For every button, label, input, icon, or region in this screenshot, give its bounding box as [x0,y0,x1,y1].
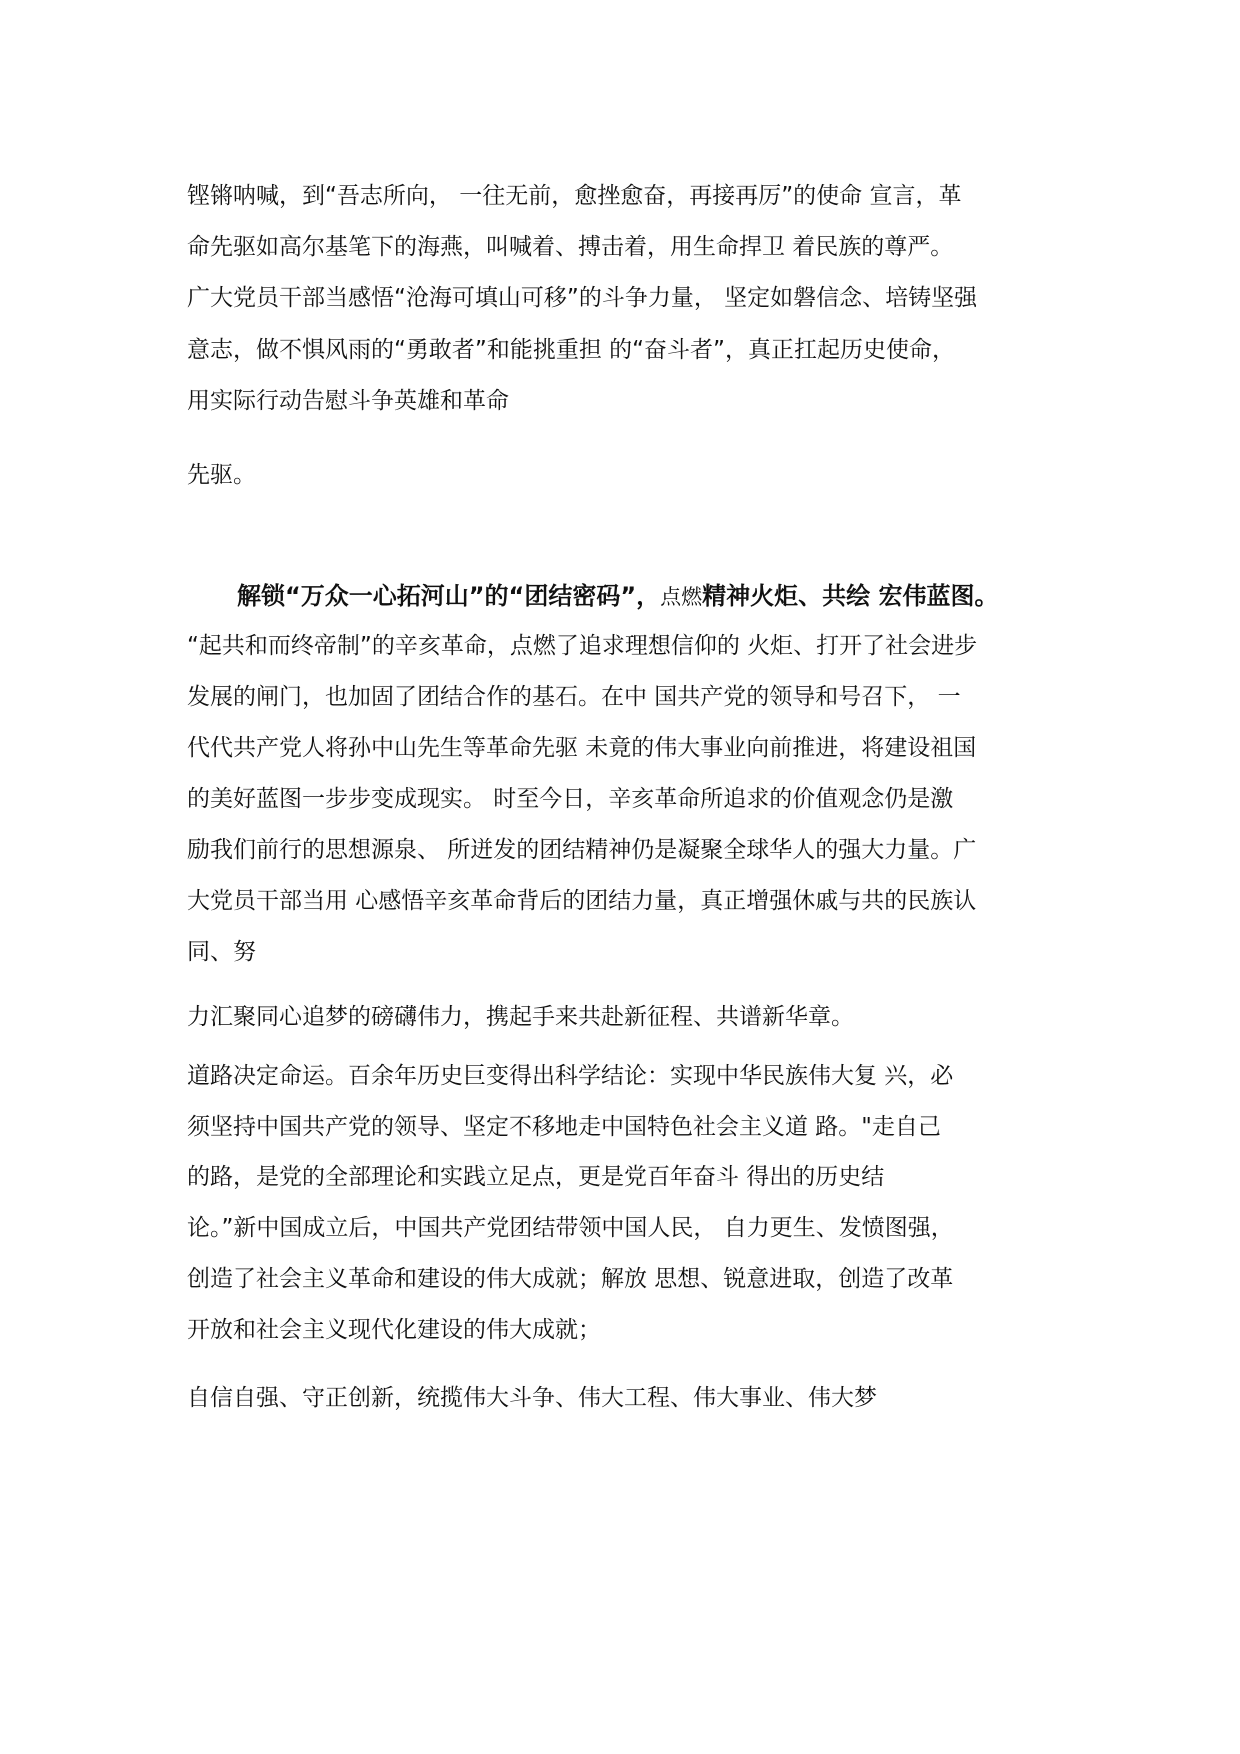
paragraph3-line-6: 开放和社会主义现代化建设的伟大成就； [187,1317,601,1343]
paragraph1-line-3: 广大党员干部当感悟“沧海可填山可移”的斗争力量， 坚定如磐信念、培铸坚强 [187,285,978,311]
paragraph2-line-6: 大党员干部当用 心感悟辛亥革命背后的团结力量，真正增强休戚与共的民族认 [187,888,977,914]
paragraph2-heading-part-c: 精神火炬、共绘 宏伟蓝图。 [702,582,999,610]
paragraph3-line-5: 创造了社会主义革命和建设的伟大成就；解放 思想、锐意进取，创造了改革 [187,1266,954,1292]
paragraph1-line-1: 铿锵呐喊，到“吾志所向， 一往无前，愈挫愈奋，再接再厉”的使命 宣言，革 [187,183,962,209]
paragraph2-line-5: 励我们前行的思想源泉、 所迸发的团结精神仍是凝聚全球华人的强大力量。广 [187,837,977,863]
paragraph3-tail: 自信自强、守正创新，统揽伟大斗争、伟大工程、伟大事业、伟大梦 [187,1385,877,1411]
paragraph2-line-1: “起共和而终帝制”的辛亥革命，点燃了追求理想信仰的 火炬、打开了社会进步 [187,633,978,659]
paragraph3-line-3: 的路，是党的全部理论和实践立足点，更是党百年奋斗 得出的历史结 [187,1164,885,1190]
paragraph3-line-4: 论。”新中国成立后，中国共产党团结带领中国人民， 自力更生、发愤图强， [187,1215,954,1241]
paragraph2-line-2: 发展的闸门，也加固了团结合作的基石。在中 国共产党的领导和号召下， 一 [187,684,961,710]
paragraph1-line-4: 意志，做不惧风雨的“勇敢者”和能挑重担 的“奋斗者”，真正扛起历史使命， [187,337,955,363]
paragraph1-line-5: 用实际行动告慰斗争英雄和革命 [187,388,509,414]
paragraph2-line-3: 代代共产党人将孙中山先生等革命先驱 未竟的伟大事业向前推进，将建设祖国 [187,735,977,761]
paragraph2-tail: 力汇聚同心追梦的磅礴伟力，携起手来共赴新征程、共谱新华章。 [187,1004,854,1030]
paragraph2-heading-part-a: 解锁“万众一心拓河山”的“团结密码”， [237,582,661,610]
paragraph2-line-7: 同、努 [187,939,256,965]
paragraph2-heading [237,581,998,612]
paragraph3-line-2: 须坚持中国共产党的领导、坚定不移地走中国特色社会主义道 路。"走自己 [187,1114,941,1140]
paragraph2-heading-part-b: 点燃 [660,585,703,609]
paragraph1-tail: 先驱。 [187,462,256,488]
paragraph2-line-4: 的美好蓝图一步步变成现实。 时至今日，辛亥革命所追求的价值观念仍是激 [187,786,954,812]
paragraph3-line-1: 道路决定命运。百余年历史巨变得出科学结论：实现中华民族伟大复 兴，必 [187,1063,954,1089]
paragraph1-line-2: 命先驱如高尔基笔下的海燕，叫喊着、搏击着，用生命捍卫 着民族的尊严。 [187,234,954,260]
